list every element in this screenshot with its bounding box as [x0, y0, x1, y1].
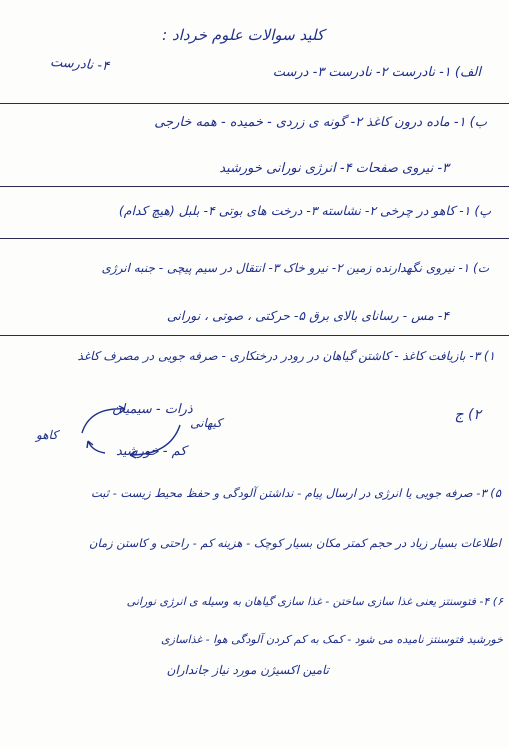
section-be-line-1: ب) ۱- ماده درون کاغذ ۲- گونه ی زردی - خمیده - همه خارجی [154, 115, 487, 130]
divider [0, 103, 509, 104]
section-te-line-1: ت) ۱- نیروی نگهدارنده زمین ۲- نیرو خاک ۳- انتقال در سیم پیچی - جنبه انرژی [101, 261, 489, 275]
question-4-line-1: ۶) ۴- فتوسنتز یعنی غذا سازی ساختن - غذا سازی گیاهان به وسیله ی انرژی نورانی [126, 595, 503, 608]
section-alef-extra: ۴- نادرست [49, 54, 110, 75]
diagram-label-top: ذرات - سیمیان [112, 402, 193, 417]
section-te-line-2: ۴- مس - رسانای بالای برق ۵- حرکتی ، صوتی ، نورانی [166, 308, 449, 323]
question-2-diagram [30, 395, 230, 475]
section-pe-line: پ) ۱- کاهو در چرخی ۲- نشاسته ۳- درخت های بوتی ۴- بلبل (هیچ کدام) [118, 203, 491, 218]
question-1-answer: ۱) ۳- بازیافت کاغذ - کاشتن گیاهان در رودر درختکاری - صرفه جویی در مصرف کاغذ [77, 349, 495, 363]
question-3-line-1: ۵) ۳- صرفه جویی یا انرژی در ارسال پیام - نداشتن آلودگی و حفظ محیط زیست - ثبت [90, 486, 501, 500]
question-2-label: ۲) ج [454, 407, 481, 423]
section-be-line-2: ۳- نیروی صفحات ۴- انرژی نورانی خورشید [219, 161, 449, 176]
diagram-label-bottom: کم - خورشید [116, 444, 187, 459]
cycle-arrows-icon [30, 395, 230, 475]
diagram-label-left: کاهو [36, 428, 58, 442]
question-3-line-2: اطلاعات بسیار زیاد در حجم کمتر مکان بسیار کوچک - هزینه کم - راحتی و کاستن زمان [89, 536, 501, 550]
divider [0, 186, 509, 187]
page-title: کلید سوالات علوم خرداد : [162, 26, 324, 44]
divider [0, 238, 509, 239]
diagram-label-right: کیهانی [190, 416, 222, 430]
question-4-line-3: تامین اکسیژن مورد نیاز جانداران [166, 663, 329, 677]
section-alef-line: الف) ۱- نادرست ۲- نادرست ۳- درست [272, 65, 481, 80]
divider [0, 335, 509, 336]
question-4-line-2: خورشید فتوسنتز نامیده می شود - کمک به کم کردن آلودگی هوا - غذاسازی [161, 633, 503, 646]
